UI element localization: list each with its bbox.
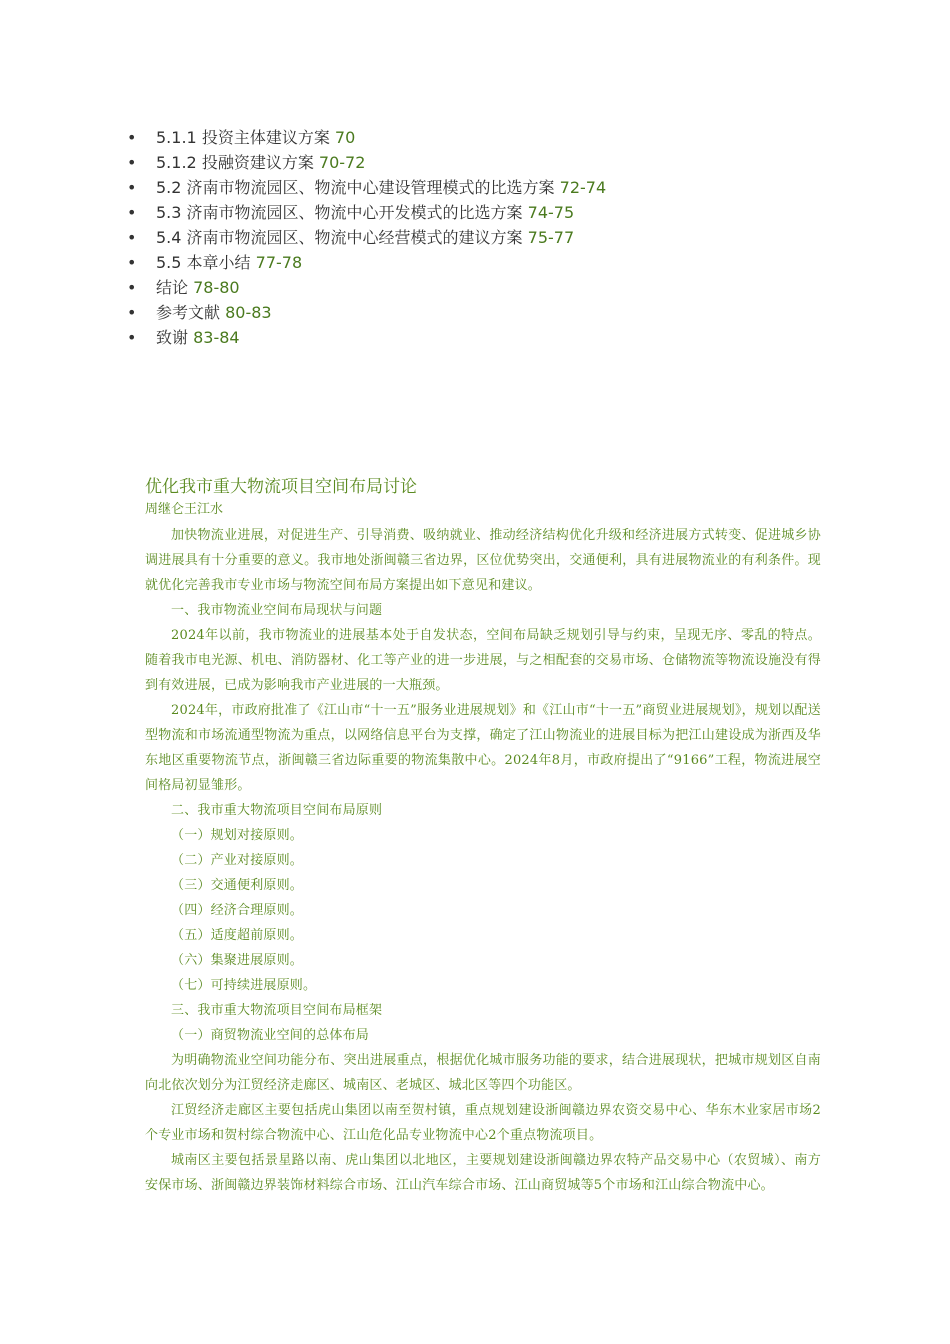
- section-heading: 二、我市重大物流项目空间布局原则: [171, 803, 383, 818]
- intro-paragraph: 加快物流业进展，对促进生产、引导消费、吸纳就业、推动经济结构优化升级和经济进展方式转变、促进城乡协调进展具有十分重要的意义。我市地处浙闽赣三省边界，区位优势突出，交通便利，具有进展物流业的有利条件。现就优化完善我市专业市场与物流空间布局方案提出如下意见和建议。: [145, 528, 821, 593]
- toc-page-range: 80-83: [225, 303, 272, 322]
- toc-item[interactable]: [128, 175, 606, 200]
- toc-section-number: 5.4: [156, 228, 182, 247]
- toc-item[interactable]: [128, 125, 606, 150]
- subsection-heading: （一）商贸物流业空间的总体布局: [171, 1028, 370, 1043]
- toc-item[interactable]: [128, 275, 606, 300]
- toc-section-number: 5.3: [156, 203, 182, 222]
- toc-page-range: 75-77: [527, 228, 575, 247]
- body-paragraph: 2024年，市政府批准了《江山市“十一五”服务业进展规划》和《江山市“十一五”商贸业进展规划》，规划以配送型物流和市场流通型物流为重点，以网络信息平台为支撑，确定了江山物流业的进展目标为把江山建设成为浙西及华东地区重要物流节点，浙闽赣三省边际重要的物流集散中心。2024年8月，市政府提出了“9166”工程，物流进展空间格局初显雏形。: [145, 703, 821, 793]
- body-paragraph: 江贸经济走廊区主要包括虎山集团以南至贺村镇，重点规划建设浙闽赣边界农资交易中心、华东木业家居市场2个专业市场和贺村综合物流中心、江山危化品专业物流中心2个重点物流项目。: [145, 1103, 821, 1143]
- article: [145, 474, 821, 1198]
- toc-page-range: 83-84: [193, 328, 240, 347]
- toc-section-number: 5.1.1: [156, 128, 197, 147]
- toc-section-number: 5.2: [156, 178, 182, 197]
- body-paragraph: 为明确物流业空间功能分布、突出进展重点，根据优化城市服务功能的要求，结合进展现状，把城市规划区自南向北依次划分为江贸经济走廊区、城南区、老城区、城北区等四个功能区。: [145, 1053, 821, 1093]
- toc-item-title: 济南市物流园区、物流中心开发模式的比选方案: [186, 203, 523, 222]
- toc-item[interactable]: [128, 200, 606, 225]
- toc-item-title: 结论: [156, 278, 189, 297]
- principle-item: （五）适度超前原则。: [171, 928, 304, 943]
- toc-item-title: 参考文献: [156, 303, 221, 322]
- toc-item-title: 济南市物流园区、物流中心经营模式的建议方案: [186, 228, 523, 247]
- article-author: 周继仑王江水: [145, 502, 224, 517]
- toc-item[interactable]: [128, 150, 606, 175]
- section-heading: 一、我市物流业空间布局现状与问题: [171, 603, 383, 618]
- toc-item[interactable]: [128, 225, 606, 250]
- principle-item: （二）产业对接原则。: [171, 853, 304, 868]
- toc-item[interactable]: [128, 300, 606, 325]
- toc-page-range: 74-75: [527, 203, 575, 222]
- section-heading: 三、我市重大物流项目空间布局框架: [171, 1003, 383, 1018]
- principle-item: （七）可持续进展原则。: [171, 978, 317, 993]
- body-paragraph: 城南区主要包括景星路以南、虎山集团以北地区，主要规划建设浙闽赣边界农特产品交易中心（农贸城）、南方安保市场、浙闽赣边界装饰材料综合市场、江山汽车综合市场、江山商贸城等5个市场和江山综合物流中心。: [145, 1153, 821, 1193]
- toc-page-range: 72-74: [559, 178, 607, 197]
- toc-section-number: 5.5: [156, 253, 182, 272]
- principle-item: （四）经济合理原则。: [171, 903, 304, 918]
- toc-page-range: 78-80: [193, 278, 240, 297]
- toc-page-range: 77-78: [255, 253, 303, 272]
- toc-item[interactable]: [128, 250, 606, 275]
- principle-item: （一）规划对接原则。: [171, 828, 304, 843]
- toc-item-title: 投融资建议方案: [201, 153, 314, 172]
- toc-item[interactable]: [128, 325, 606, 350]
- toc-item-title: 本章小结: [186, 253, 251, 272]
- toc-page-range: 70-72: [318, 153, 366, 172]
- table-of-contents: [128, 125, 606, 350]
- toc-page-range: 70: [334, 128, 356, 147]
- toc-item-title: 济南市物流园区、物流中心建设管理模式的比选方案: [186, 178, 555, 197]
- article-title: 优化我市重大物流项目空间布局讨论: [145, 477, 417, 497]
- toc-item-title: 投资主体建议方案: [201, 128, 330, 147]
- principle-item: （六）集聚进展原则。: [171, 953, 304, 968]
- principle-item: （三）交通便利原则。: [171, 878, 304, 893]
- toc-section-number: 5.1.2: [156, 153, 197, 172]
- body-paragraph: 2024年以前，我市物流业的进展基本处于自发状态，空间布局缺乏规划引导与约束，呈现无序、零乱的特点。随着我市电光源、机电、消防器材、化工等产业的进一步进展，与之相配套的交易市场、仓储物流等物流设施没有得到有效进展，已成为影响我市产业进展的一大瓶颈。: [145, 628, 821, 693]
- toc-item-title: 致谢: [156, 328, 189, 347]
